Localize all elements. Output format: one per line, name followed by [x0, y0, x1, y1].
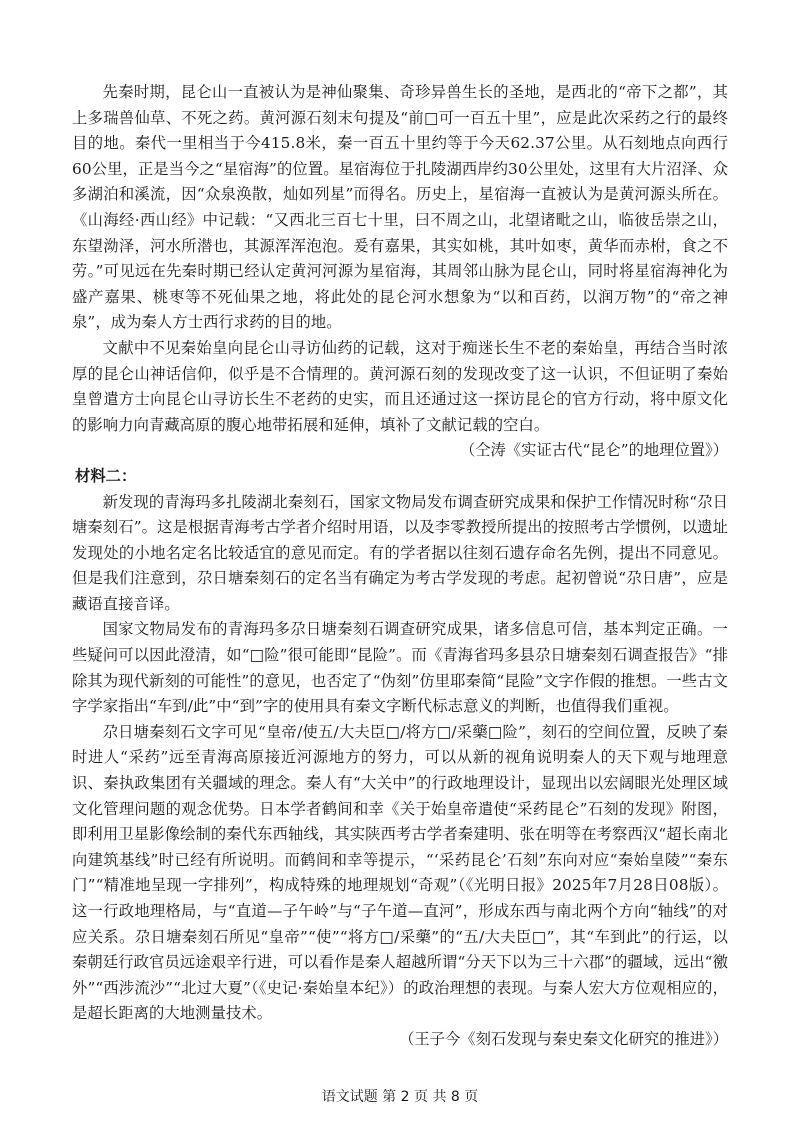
material1-citation: （仝涛《实证古代“昆仑”的地理位置》）: [459, 441, 728, 460]
material1-paragraph-2: 文献中不见秦始皇向昆仑山寻访仙药的记载，这对于痴迷长生不老的秦始皇，再结合当时浓厚的昆仑山神话信仰，似乎是不合情理的。黄河源石刻的发现改变了这一认识，不但证明了秦始皇曾遣方士向昆仑山寻访长生不老药的史实，而且还通过这一探访昆仑的官方行动，将中原文化的影响力向青藏高原的腹心地带拓展和延伸，填补了文献记载的空白。: [72, 338, 728, 434]
page-footer: 语文试题 第 2 页 共 8 页: [321, 1089, 479, 1105]
material2-citation: （王子今《刻石发现与秦史秦文化研究的推进》）: [399, 1029, 728, 1048]
document-page: [72, 80, 728, 1053]
material2-paragraph-2: 国家文物局发布的青海玛多尕日塘秦刻石调查研究成果，诸多信息可信，基本判定正确。一些疑问可以因此澄清，如“□险”很可能即“昆险”。而《青海省玛多县尕日塘秦刻石调查报告》“排除其为现代新刻的可能性”的意见，也否定了“伪刻”仿里耶秦简“昆险”文字作假的推想。一些古文字学家指出“车到/此”中“到”字的使用具有秦文字断代标志意义的判断，也值得我们重视。: [72, 620, 728, 716]
material2-paragraph-1: 新发现的青海玛多扎陵湖北秦刻石，国家文物局发布调查研究成果和保护工作情况时称“尕日塘秦刻石”。这是根据青海考古学者介绍时用语，以及李零教授所提出的按照考古学惯例，以遗址发现处的小地名定名比较适宜的意见而定。有的学者据以往刻石遗存命名先例，提出不同意见。但是我们注意到，尕日塘秦刻石的定名当有确定为考古学发现的考虑。起初曾说“尕日唐”，应是藏语直接音译。: [72, 492, 728, 613]
material2-heading: 材料二：: [75, 466, 137, 485]
material2-paragraph-3: 尕日塘秦刻石文字可见“皇帝/使五/大夫臣□/将方□/采藥□险”，刻石的空间位置，反映了秦时进人“采药”远至青海高原接近河源地方的努力，可以从新的视角说明秦人的天下观与地理意识、秦执政集团有关疆域的理念。秦人有“大关中”的行政地理设计，显现出以宏阔眼光处理区域文化管理问题的观念优势。日本学者鹤间和幸《关于始皇帝遣使“采药昆仑”石刻的发现》附图，即利用卫星影像绘制的秦代东西轴线，其实陕西考古学者秦建明、张在明等在考察西汉“超长南北向建筑基线”时已经有所说明。而鹤间和幸等提示，“‘采药昆仑’石刻”东向对应“秦始皇陵”“秦东门”“精准地呈现一字排列”，构成特殊的地理规划“奇观”（《光明日报》2025年7月28日08版）。这一行政地理格局，与“直道—子午岭”与“子午道—直河”，形成东西与南北两个方向“轴线”的对应关系。尕日塘秦刻石所见“皇帝”“使”“将方□/采藥”的“五/大夫臣□”，其“车到此”的行运，以秦朝廷行政官员远途艰辛行进，可以看作是秦人超越所谓“分天下以为三十六郡”的疆域，远出“徼外”“西涉流沙”“北过大夏”（《史记·秦始皇本纪》）的政治理想的表现。与秦人宏大方位观相应的，是超长距离的大地测量技术。: [72, 722, 728, 1023]
material1-paragraph-1: 先秦时期，昆仑山一直被认为是神仙聚集、奇珍异兽生长的圣地，是西北的“帝下之都”，其上多瑞兽仙草、不死之药。黄河源石刻末句提及“前□可一百五十里”，应是此次采药之行的最终目的地。秦代一里相当于今415.8米，秦一百五十里约等于今天62.37公里。从石刻地点向西行60公里，正是当今之“星宿海”的位置。星宿海位于扎陵湖西岸约30公里处，这里有大片沼泽、众多湖泊和溪流，因“众泉涣散，灿如列星”而得名。历史上，星宿海一直被认为是黄河源头所在。《山海经·西山经》中记载：“又西北三百七十里，曰不周之山，北望诸毗之山，临彼岳崇之山，东望泑泽，河水所潜也，其源浑浑泡泡。爰有嘉果，其实如桃，其叶如枣，黄华而赤柎，食之不劳。”可见远在先秦时期已经认定黄河河源为星宿海，其周邻山脉为昆仑山，同时将星宿海神化为盛产嘉果、桃枣等不死仙果之地，将此处的昆仑河水想象为“以和百药，以润万物”的“帝之神泉”，成为秦人方士西行求药的目的地。: [72, 83, 728, 332]
